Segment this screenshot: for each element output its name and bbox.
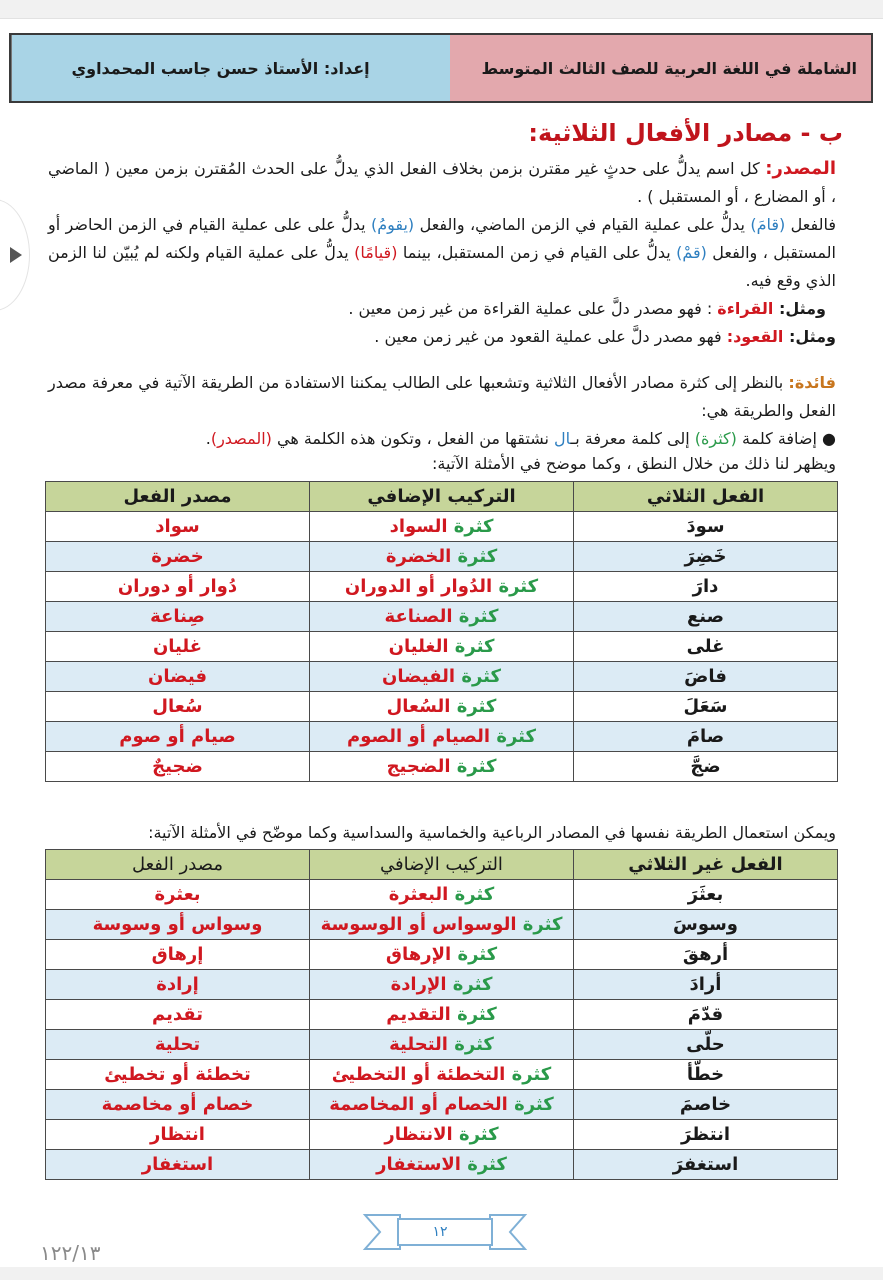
- example-text: : فهو مصدر دلَّ على عملية القراءة من غير زمن معين .: [348, 299, 718, 318]
- page-number: ١٢: [432, 1224, 448, 1240]
- noun-word: الغليان: [388, 636, 449, 657]
- definition-paragraph: [48, 155, 836, 211]
- table-row: [46, 1120, 838, 1150]
- composition-cell: [310, 1000, 574, 1030]
- source-cell: انتظار: [46, 1120, 310, 1150]
- composition-cell: [310, 940, 574, 970]
- source-cell: إرهاق: [46, 940, 310, 970]
- benefit-block: [48, 369, 836, 475]
- header-source: مصدر الفعل: [46, 482, 310, 512]
- benefit-paragraph: [48, 369, 836, 425]
- kathra-word: كثرة: [451, 546, 498, 567]
- kathra-word: كثرة: [507, 1094, 554, 1115]
- example-word: القراءة: [717, 299, 779, 318]
- text-span: يدلُّ على عملية القيام في الزمن الماضي، والفعل: [414, 215, 751, 234]
- kathra-word: كثرة: [452, 606, 499, 627]
- table-non-trilateral: [45, 849, 838, 1180]
- kathra-word: كثرة: [450, 756, 497, 777]
- verb-cell: صنع: [574, 602, 838, 632]
- header-verb: الفعل غير الثلاثي: [574, 850, 838, 880]
- page-counter: ١٢٢/١٣: [40, 1241, 101, 1265]
- source-cell: سُعال: [46, 692, 310, 722]
- source-cell: وسواس أو وسوسة: [46, 910, 310, 940]
- source-cell: تحلية: [46, 1030, 310, 1060]
- header-verb: الفعل الثلاثي: [574, 482, 838, 512]
- verb-cell: حلّى: [574, 1030, 838, 1060]
- table-row: [46, 722, 838, 752]
- document-page: [0, 18, 883, 1267]
- section-title: ب - مصادر الأفعال الثلاثية:: [528, 119, 843, 147]
- table-row: [46, 752, 838, 782]
- table-row: [46, 662, 838, 692]
- header-title: الشاملة في اللغة العربية للصف الثالث المتوسط: [450, 35, 871, 101]
- word-masdar: (المصدر): [210, 429, 272, 448]
- table-row: [46, 940, 838, 970]
- composition-cell: [310, 632, 574, 662]
- noun-word: الضجيج: [386, 756, 451, 777]
- table-row: [46, 632, 838, 662]
- kathra-word: كثرة: [450, 1004, 497, 1025]
- source-cell: تقديم: [46, 1000, 310, 1030]
- noun-word: الانتظار: [384, 1124, 453, 1145]
- header-author: إعداد: الأستاذ حسن جاسب المحمداوي: [11, 35, 450, 101]
- table-header-row: [46, 482, 838, 512]
- kathra-word: كثرة: [447, 516, 494, 537]
- composition-cell: [310, 1030, 574, 1060]
- noun-word: الصيام أو الصوم: [347, 726, 491, 747]
- header-composition: التركيب الإضافي: [310, 850, 574, 880]
- kathra-word: كثرة: [447, 1034, 494, 1055]
- source-cell: صِناعة: [46, 602, 310, 632]
- source-cell: غليان: [46, 632, 310, 662]
- verb-cell: غلى: [574, 632, 838, 662]
- verb-cell: ضجَّ: [574, 752, 838, 782]
- kathra-word: كثرة: [451, 944, 498, 965]
- table-row: [46, 1060, 838, 1090]
- table-row: [46, 512, 838, 542]
- benefit-intro: ويظهر لنا ذلك من خلال النطق ، وكما موضح في الأمثلة الآتية:: [432, 454, 836, 473]
- composition-cell: [310, 512, 574, 542]
- kathra-word: كثرة: [448, 884, 495, 905]
- table-row: [46, 880, 838, 910]
- benefit-text: بالنظر إلى كثرة مصادر الأفعال الثلاثية وتشعبها على الطالب يمكننا الاستفادة من الطريقة الآتية في معرفة مصدر الفعل والطريقة هي:: [48, 373, 836, 420]
- noun-word: البعثرة: [388, 884, 449, 905]
- source-cell: إرادة: [46, 970, 310, 1000]
- kathra-word: كثرة: [460, 1154, 507, 1175]
- noun-word: التحلية: [389, 1034, 448, 1055]
- source-cell: استغفار: [46, 1150, 310, 1180]
- verb-cell: وسوسَ: [574, 910, 838, 940]
- verb-cell: انتظرَ: [574, 1120, 838, 1150]
- composition-cell: [310, 602, 574, 632]
- noun-word: الوسواس أو الوسوسة: [320, 914, 517, 935]
- verb-cell: أرادَ: [574, 970, 838, 1000]
- source-cell: صيام أو صوم: [46, 722, 310, 752]
- text-span: .: [205, 429, 211, 448]
- word-al: ال: [554, 429, 571, 448]
- kathra-word: كثرة: [490, 726, 536, 747]
- benefit-bullet: [48, 425, 836, 453]
- table-row: [46, 1000, 838, 1030]
- source-cell: سواد: [46, 512, 310, 542]
- noun-word: التخطئة أو التخطيئ: [331, 1064, 506, 1085]
- composition-cell: [310, 910, 574, 940]
- noun-word: الفيضان: [382, 666, 456, 687]
- example-label: ومثل:: [778, 299, 826, 318]
- verb-cell: دارَ: [574, 572, 838, 602]
- composition-cell: [310, 1060, 574, 1090]
- verb-cell: خَضِرَ: [574, 542, 838, 572]
- word-qiyaman: (قيامًا): [354, 243, 398, 262]
- header-banner: [9, 33, 873, 103]
- table-trilateral: [45, 481, 838, 782]
- noun-word: الاستغفار: [376, 1154, 461, 1175]
- table2-intro: ويمكن استعمال الطريقة نفسها في المصادر الرباعية والخماسية والسداسية وكما موضّح في الأمثلة الآتية:: [148, 823, 836, 842]
- table-trilateral-wrap: [45, 481, 838, 782]
- kathra-word: كثرة: [446, 974, 493, 995]
- source-cell: تخطئة أو تخطيئ: [46, 1060, 310, 1090]
- noun-word: الدُوار أو الدوران: [344, 576, 493, 597]
- source-cell: خصام أو مخاصمة: [46, 1090, 310, 1120]
- text-span: يدلُّ على على عملية القيام في الزمن الحاضر أو المستقبل ، والفعل: [48, 215, 837, 262]
- example-sitting: [48, 323, 836, 351]
- example-text: فهو مصدر دلَّ على عملية القعود من غير زمن معين .: [374, 327, 727, 346]
- noun-word: الخصام أو المخاصمة: [329, 1094, 508, 1115]
- table-row: [46, 692, 838, 722]
- verb-cell: خطّأ: [574, 1060, 838, 1090]
- table-non-trilateral-wrap: [45, 849, 838, 1180]
- text-span: فالفعل: [785, 215, 837, 234]
- text-span: نشتقها من الفعل ، وتكون هذه الكلمة هي: [271, 429, 555, 448]
- definition-term: المصدر:: [765, 158, 836, 179]
- source-cell: بعثرة: [46, 880, 310, 910]
- noun-word: الإرادة: [390, 974, 447, 995]
- composition-cell: [310, 970, 574, 1000]
- kathra-word: كثرة: [505, 1064, 552, 1085]
- table-row: [46, 970, 838, 1000]
- table-row: [46, 602, 838, 632]
- word-qum: (قمْ): [676, 243, 707, 262]
- header-source: مصدر الفعل: [46, 850, 310, 880]
- source-cell: خضرة: [46, 542, 310, 572]
- noun-word: السواد: [389, 516, 448, 537]
- verb-cell: بعثَرَ: [574, 880, 838, 910]
- benefit-label: فائدة:: [788, 373, 836, 392]
- verb-cell: فاضَ: [574, 662, 838, 692]
- header-composition: التركيب الإضافي: [310, 482, 574, 512]
- table-row: [46, 572, 838, 602]
- example-label: ومثل:: [788, 327, 836, 346]
- composition-cell: [310, 1120, 574, 1150]
- noun-word: الإرهاق: [385, 944, 452, 965]
- play-arrow-icon[interactable]: [10, 247, 22, 263]
- text-span: يدلُّ على عملية القيام ولكنه لم يُبيّن لنا الزمن الذي وقع فيه.: [48, 243, 836, 290]
- kathra-word: كثرة: [516, 914, 563, 935]
- verb-cell: صامَ: [574, 722, 838, 752]
- table-row: [46, 542, 838, 572]
- table-row: [46, 910, 838, 940]
- composition-cell: [310, 752, 574, 782]
- composition-cell: [310, 662, 574, 692]
- composition-cell: [310, 572, 574, 602]
- table-header-row: [46, 850, 838, 880]
- text-span: إلى كلمة معرفة بـ: [570, 429, 695, 448]
- definition-text: كل اسم يدلُّ على حدثٍ غير مقترن بزمن بخلاف الفعل الذي يدلُّ على الحدث المُقترن بزمن معين ( الماضي ، أو المضارع ، أو المستقبل ) .: [48, 159, 836, 206]
- noun-word: الخضرة: [385, 546, 452, 567]
- kathra-word: كثرة: [455, 666, 501, 687]
- table-row: [46, 1090, 838, 1120]
- definition-block: [48, 155, 836, 351]
- word-kathra: (كثرة): [694, 429, 737, 448]
- word-yaqumu: (يقومُ): [370, 215, 415, 234]
- noun-word: الصناعة: [384, 606, 453, 627]
- verb-cell: سَعَلَ: [574, 692, 838, 722]
- noun-word: السُعال: [386, 696, 451, 717]
- source-cell: ضجيجٌ: [46, 752, 310, 782]
- source-cell: فيضان: [46, 662, 310, 692]
- noun-word: التقديم: [386, 1004, 451, 1025]
- composition-cell: [310, 880, 574, 910]
- verb-cell: خاصمَ: [574, 1090, 838, 1120]
- table-row: [46, 1030, 838, 1060]
- table-row: [46, 1150, 838, 1180]
- kathra-word: كثرة: [492, 576, 539, 597]
- kathra-word: كثرة: [448, 636, 495, 657]
- text-span: ● إضافة كلمة: [736, 429, 836, 448]
- verb-cell: سودَ: [574, 512, 838, 542]
- text-span: يدلُّ على القيام في زمن المستقبل، بينما: [397, 243, 677, 262]
- verb-cell: أرهقَ: [574, 940, 838, 970]
- composition-cell: [310, 1090, 574, 1120]
- verb-cell: قدّمَ: [574, 1000, 838, 1030]
- composition-cell: [310, 1150, 574, 1180]
- composition-cell: [310, 722, 574, 752]
- composition-cell: [310, 692, 574, 722]
- example-reading: [48, 295, 836, 323]
- kathra-word: كثرة: [452, 1124, 499, 1145]
- verb-cell: استغفرَ: [574, 1150, 838, 1180]
- word-qama: (قامَ): [750, 215, 786, 234]
- kathra-word: كثرة: [450, 696, 497, 717]
- example-word: القعود:: [726, 327, 789, 346]
- source-cell: دُوار أو دوران: [46, 572, 310, 602]
- example-paragraph: [48, 211, 836, 295]
- composition-cell: [310, 542, 574, 572]
